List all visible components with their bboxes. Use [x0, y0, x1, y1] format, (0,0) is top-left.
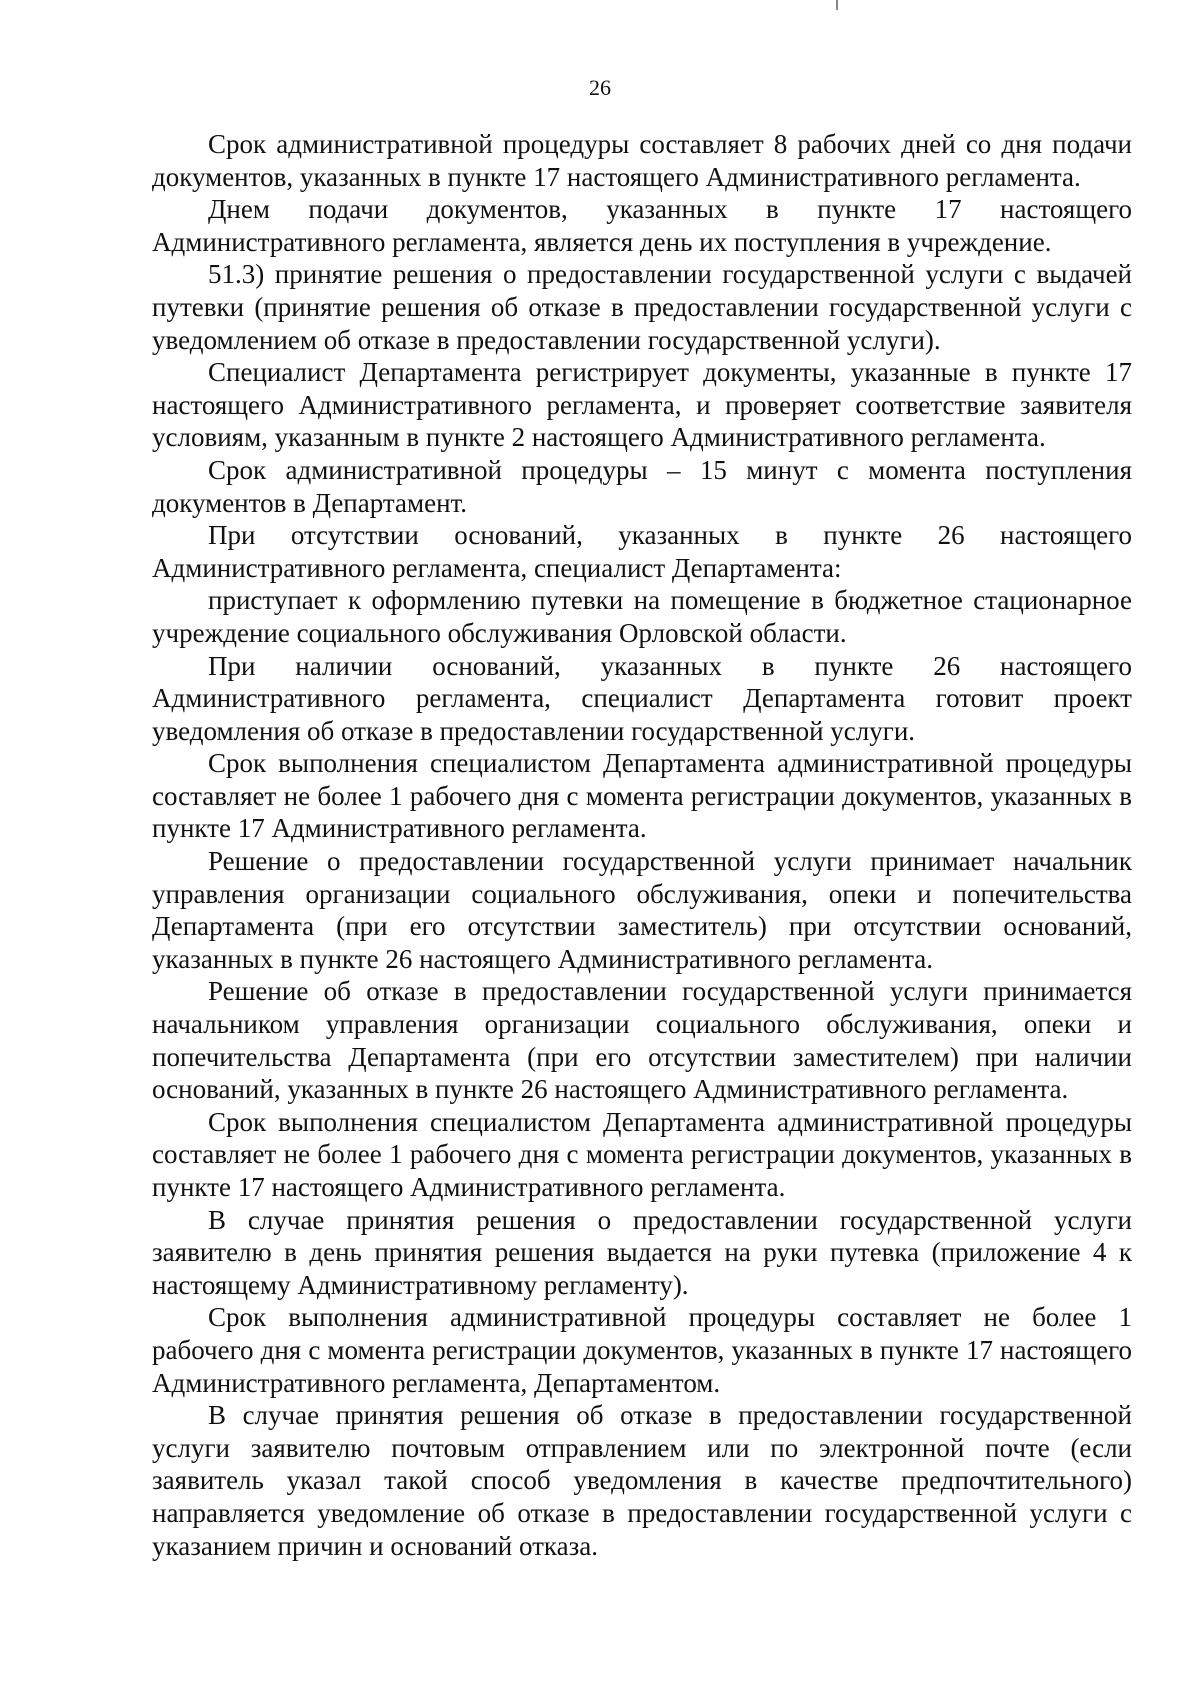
- paragraph-refusal-notice: В случае принятия решения об отказе в предоставлении государственной услуги заявителю почтовым отправлением или по электронной почте (если заявитель указал такой способ уведомления в качестве предпочтительного) направляется уведомление об отказе в предоставлении государственной услуги с указанием причин и оснований отказа.: [152, 1400, 1132, 1561]
- paragraph-term-1-day-a: Срок выполнения специалистом Департамента административной процедуры составляет не более 1 рабочего дня с момента регистрации документов, указанных в пункте 17 Административного регламента.: [152, 748, 1132, 844]
- paragraph-term-1-day-b: Срок выполнения специалистом Департамента административной процедуры составляет не более 1 рабочего дня с момента регистрации документов, указанных в пункте 17 настоящего Административного регламента.: [152, 1106, 1132, 1202]
- paragraph-15-minutes: Срок административной процедуры – 15 минут с момента поступления документов в Департамент.: [152, 454, 1132, 518]
- scan-artifact-mark: [836, 0, 838, 10]
- paragraph-submission-day: Днем подачи документов, указанных в пункте 17 настоящего Административного регламента, является день их поступления в учреждение.: [152, 194, 1132, 257]
- paragraph-presence-of-grounds: При наличии оснований, указанных в пункте 26 настоящего Административного регламента, специалист Департамента готовит проект уведомления об отказе в предоставлении государственной услуги.: [152, 650, 1132, 746]
- paragraph-voucher-preparation: приступает к оформлению путевки на помещение в бюджетное стационарное учреждение социального обслуживания Орловской области.: [152, 585, 1132, 648]
- paragraph-term-1-day-c: Срок выполнения административной процедуры составляет не более 1 рабочего дня с момента регистрации документов, указанных в пункте 17 настоящего Административного регламента, Департаментом.: [152, 1302, 1132, 1398]
- paragraph-procedure-term: Срок административной процедуры составляет 8 рабочих дней со дня подачи документов, указанных в пункте 17 настоящего Административного регламента.: [152, 129, 1132, 192]
- paragraph-voucher-issued: В случае принятия решения о предоставлении государственной услуги заявителю в день принятия решения выдается на руки путевка (приложение 4 к настоящему Административному регламенту).: [152, 1204, 1132, 1300]
- paragraph-decision-refused: Решение об отказе в предоставлении государственной услуги принимается начальником управления организации социального обслуживания, опеки и попечительства Департамента (при его отсутствии заместителем) при наличии оснований, указанных в пункте 26 настоящего Административного регламента.: [152, 976, 1132, 1105]
- paragraph-absence-of-grounds: При отсутствии оснований, указанных в пункте 26 настоящего Административного регламента, специалист Департамента:: [152, 520, 1132, 583]
- document-body: [152, 128, 1132, 1562]
- paragraph-decision-granted: Решение о предоставлении государственной услуги принимает начальник управления организации социального обслуживания, опеки и попечительства Департамента (при его отсутствии заместитель) при отсутствии оснований, указанных в пункте 26 настоящего Административного регламента.: [152, 846, 1132, 974]
- paragraph-specialist-registers: Специалист Департамента регистрирует документы, указанные в пункте 17 настоящего Административного регламента, и проверяет соответствие заявителя условиям, указанным в пункте 2 настоящего Административного регламента.: [152, 357, 1132, 453]
- page-number: 26: [589, 75, 611, 100]
- paragraph-item-51-3: 51.3) принятие решения о предоставлении государственной услуги с выдачей путевки (принятие решения об отказе в предоставлении государственной услуги с уведомлением об отказе в предоставлении государственной услуги).: [152, 259, 1132, 355]
